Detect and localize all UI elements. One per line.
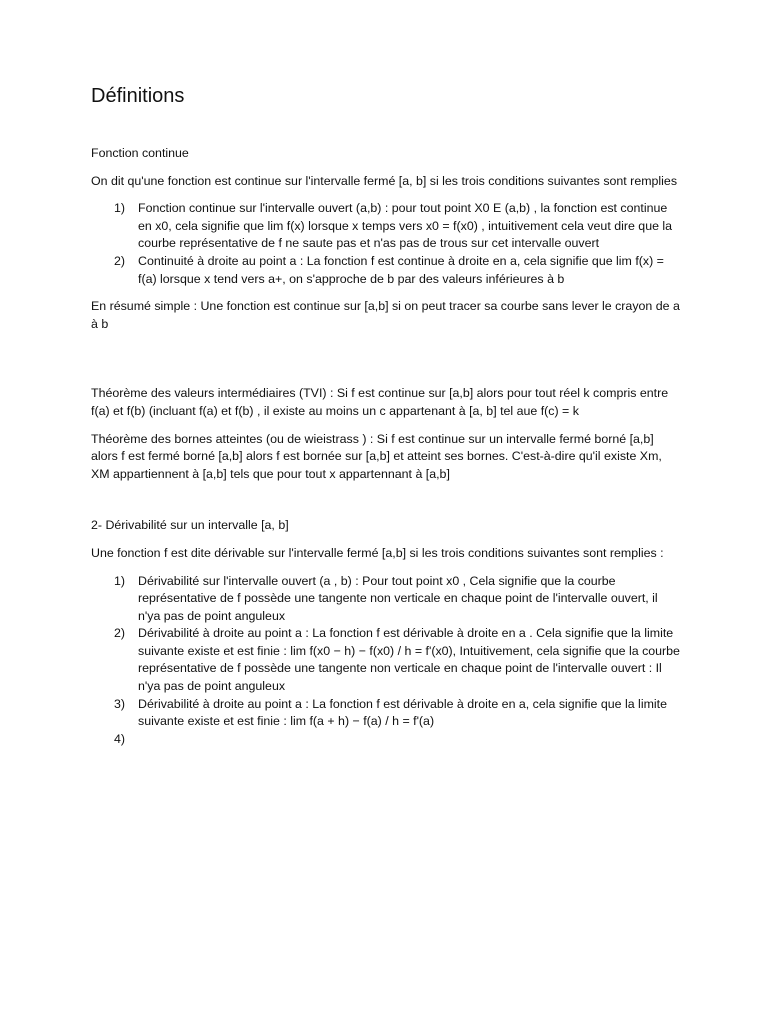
list-item-text: Fonction continue sur l'intervalle ouvert (a,b) : pour tout point X0 E (a,b) , la fonction est continue en x0, cela signifie que lim f(x) lorsque x temps vers x0 = f(x0) , intuitivement cela veut dire que la courbe représentative de f ne saute pas et n'as pas de trous sur cet intervalle ouvert bbox=[138, 201, 673, 251]
derivability-intro: Une fonction f est dite dérivable sur l'intervalle fermé [a,b] si les trois conditions suivantes sont remplies : bbox=[91, 545, 664, 560]
list-number: 4) bbox=[114, 731, 126, 746]
section-heading-derivability: 2- Dérivabilité sur un intervalle [a, b] bbox=[91, 518, 289, 533]
continuity-conditions-list bbox=[91, 200, 681, 288]
list-item-text: Dérivabilité à droite au point a : La fonction f est dérivable à droite en a, cela signifie que la limite suivante existe et est finie : lim f(a + h) − f(a) / h = f'(a) bbox=[138, 696, 667, 729]
continuity-intro: On dit qu'une fonction est continue sur l'intervalle fermé [a, b] si les trois conditions suivantes sont remplies bbox=[91, 173, 678, 188]
list-number: 1) bbox=[114, 573, 126, 588]
list-item-text: Continuité à droite au point a : La fonction f est continue à droite en a, cela signifie que lim f(x) = f(a) lorsque x tend vers a+, on s'approche de b par des valeurs inférieures à b bbox=[138, 253, 664, 286]
section-heading-continuity: Fonction continue bbox=[91, 146, 189, 160]
continuity-summary: En résumé simple : Une fonction est continue sur [a,b] si on peut tracer sa courbe sans lever le crayon de a à b bbox=[91, 299, 680, 331]
list-item-text: Dérivabilité à droite au point a : La fonction f est dérivable à droite en a . Cela signifie que la limite suivante existe et est finie : lim f(x0 − h) − f(x0) / h = f'(x0), Intuitivement, cela signifie que la courbe représentative de f possède une tangente non verticale en chaque point de l'intervalle ouvert : Il n'ya pas de point anguleux bbox=[138, 626, 680, 694]
list-item bbox=[91, 696, 681, 731]
spacer bbox=[91, 343, 681, 385]
list-item bbox=[91, 200, 681, 253]
list-number: 3) bbox=[114, 696, 126, 711]
list-item bbox=[91, 573, 681, 626]
page-title: Définitions bbox=[91, 85, 185, 107]
list-number: 2) bbox=[114, 253, 126, 268]
derivability-conditions-list bbox=[91, 573, 681, 749]
bounds-theorem: Théorème des bornes atteintes (ou de wieistrass ) : Si f est continue sur un intervalle fermé borné [a,b] alors f est fermé borné [a,b] alors f est bornée sur [a,b] et atteint ses bornes. C'est-à-dire qu'il existe Xm, XM appartiennent à [a,b] tels que pour tout x appartennant à [a,b] bbox=[91, 431, 662, 481]
spacer bbox=[91, 493, 681, 517]
list-number: 1) bbox=[114, 201, 126, 216]
list-item bbox=[91, 625, 681, 695]
list-item bbox=[91, 731, 681, 749]
tvi-theorem: Théorème des valeurs intermédiaires (TVI) : Si f est continue sur [a,b] alors pour tout réel k compris entre f(a) et f(b) (incluant f(a) et f(b) , il existe au moins un c appartenant à [a, b] tel aue f(c) = k bbox=[91, 386, 669, 418]
list-number: 2) bbox=[114, 626, 126, 641]
document-body bbox=[91, 145, 681, 758]
list-item-text: Dérivabilité sur l'intervalle ouvert (a , b) : Pour tout point x0 , Cela signifie que la courbe représentative de f possède une tangente non verticale en chaque point de l'intervalle ouvert, il n'ya pas de point anguleux bbox=[138, 573, 658, 623]
list-item bbox=[91, 253, 681, 288]
